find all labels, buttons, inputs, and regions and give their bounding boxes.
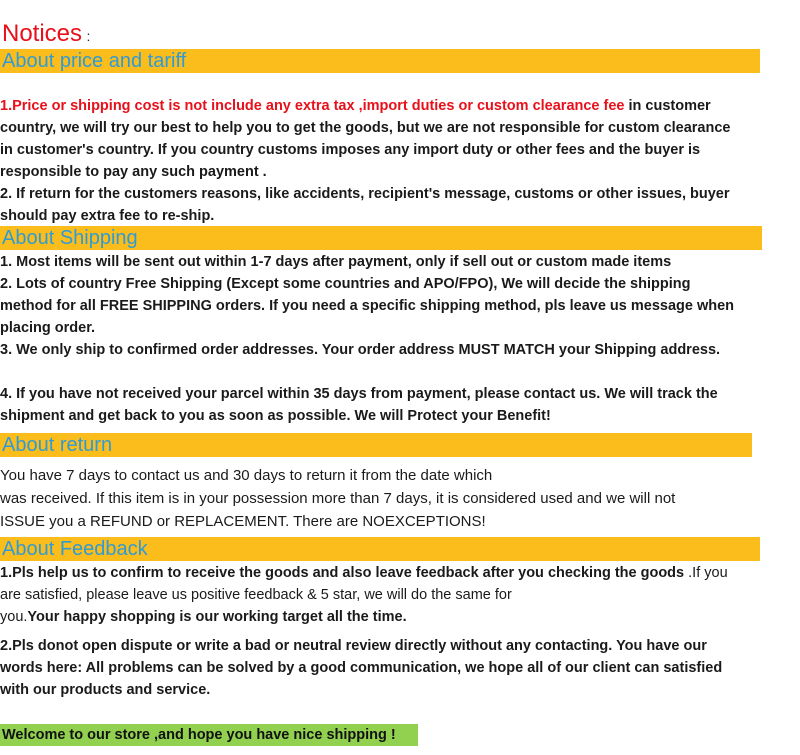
price-line-3: in customer's country. If you country customs imposes any import duty or other fees and the buyer is — [0, 142, 701, 158]
price-line-1 — [0, 95, 730, 117]
feedback-line-4: 2.Pls donot open dispute or write a bad or neutral review directly without any contacting. You have our — [0, 638, 707, 654]
shipping-line-2: 2. Lots of country Free Shipping (Except some countries and APO/FPO), We will decide the shipping — [0, 276, 691, 292]
feedback-line-1 — [0, 562, 728, 584]
feedback-line-6: with our products and service. — [0, 682, 211, 698]
feedback-line-1-normal: .If you — [684, 565, 728, 581]
feedback-line-3 — [0, 606, 728, 628]
price-line-5: 2. If return for the customers reasons, like accidents, recipient's message, customs or other issues, buyer — [0, 186, 730, 202]
shipping-line-6: 4. If you have not received your parcel within 35 days from payment, please contact us. We will track the — [0, 386, 718, 402]
return-line-1: You have 7 days to contact us and 30 days to return it from the date which — [0, 467, 493, 484]
return-paragraph — [0, 464, 675, 533]
price-tariff-paragraph — [0, 95, 730, 227]
price-line-6: should pay extra fee to re-ship. — [0, 208, 215, 224]
price-line-4: responsible to pay any such payment . — [0, 164, 267, 180]
return-line-3: ISSUE you a REFUND or REPLACEMENT. There are NOEXCEPTIONS! — [0, 513, 486, 530]
return-line-2: was received. If this item is in your possession more than 7 days, it is considered used and we will not — [0, 490, 676, 507]
return-heading: About return — [0, 433, 752, 457]
feedback-line-2: are satisfied, please leave us positive feedback & 5 star, we will do the same for — [0, 587, 512, 603]
shipping-line-7: shipment and get back to you as soon as possible. We will Protect your Benefit! — [0, 408, 551, 424]
shipping-line-3: method for all FREE SHIPPING orders. If you need a specific shipping method, pls leave us message when — [0, 298, 735, 314]
feedback-heading: About Feedback — [0, 537, 760, 561]
shipping-line-4: placing order. — [0, 320, 96, 336]
shipping-line-1: 1. Most items will be sent out within 1-7 days after payment, only if sell out or custom made items — [0, 254, 672, 270]
price-line-2: country, we will try our best to help you to get the goods, but we are not responsible for custom clearance — [0, 120, 731, 136]
feedback-line-3-normal: you. — [0, 609, 28, 625]
feedback-paragraph-2 — [0, 635, 722, 701]
price-tariff-heading: About price and tariff — [0, 49, 760, 73]
notices-title — [2, 20, 90, 48]
welcome-banner: Welcome to our store ,and hope you have nice shipping ! — [0, 724, 418, 746]
shipping-paragraph-4 — [0, 383, 718, 427]
feedback-line-1-bold: 1.Pls help us to confirm to receive the goods and also leave feedback after you checking the goods — [0, 565, 685, 581]
price-line-1-rest: in customer — [624, 98, 711, 114]
shipping-paragraph — [0, 251, 734, 361]
feedback-line-5: words here: All problems can be solved by a good communication, we hope all of our client can satisfied — [0, 660, 723, 676]
notices-title-text: Notices — [2, 20, 83, 47]
feedback-line-3-bold: Your happy shopping is our working target all the time. — [27, 609, 407, 625]
notices-title-colon: : — [86, 28, 91, 44]
shipping-heading: About Shipping — [0, 226, 762, 250]
shipping-line-5: 3. We only ship to confirmed order addresses. Your order address MUST MATCH your Shipping address. — [0, 342, 721, 358]
price-line-1-highlight: 1.Price or shipping cost is not include any extra tax ,import duties or custom clearance fee — [0, 98, 625, 114]
feedback-paragraph — [0, 562, 728, 628]
